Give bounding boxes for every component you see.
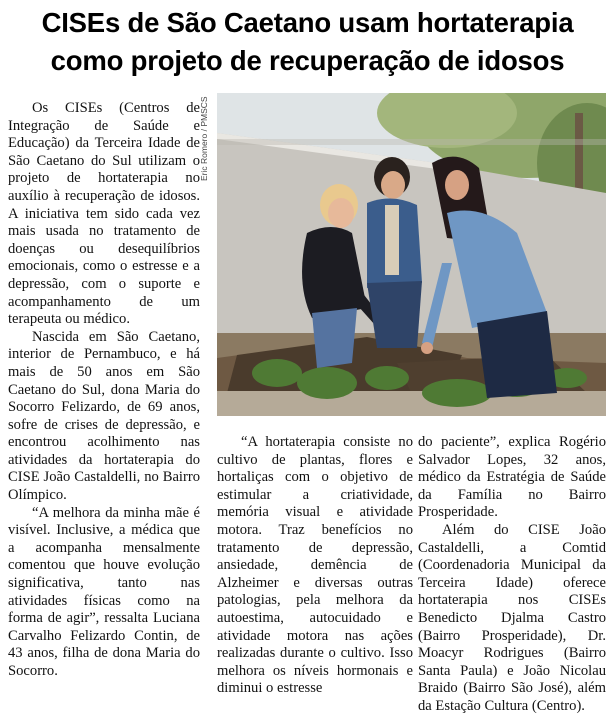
article-column-2 [217, 434, 413, 698]
paragraph: Além do CISE João Castaldelli, a Comtid (Coordenadoria Municipal da Terceira Idade) oferece hortaterapia nos CISEs Benedicto Djalma Castro (Bairro Prosperidade), Dr. Moacyr Rodrigues (Bairro Santa Paula) e João Nicolau Braido (Bairro São José), além da Estação Cultura (Centro). [418, 521, 606, 714]
headline [0, 0, 615, 80]
article-photo [217, 93, 606, 416]
paragraph: Nascida em São Caetano, interior de Pernambuco, e há mais de 50 anos em São Caetano do Sul, dona Maria do Socorro Felizardo, de 69 anos, sofre de crises de depressão, e encontrou acolhimento nas atividades da hortaterapia do CISE João Castaldelli, no Bairro Olímpico. [8, 328, 200, 504]
paragraph: “A hortaterapia consiste no cultivo de plantas, flores e hortaliças com o objetivo de estimular a criatividade, memória visual e atividade motora. Traz benefícios no tratamento de depressão, ansiedade, demência de Alzheimer e diversas outras patologias, pela melhora da autoestima, autocuidado e atividade motora nas ações realizadas durante o cultivo. Isso melhora os níveis hormonais e diminui o estresse [217, 434, 413, 697]
photo-credit: Eric Romero / PMSCS [199, 96, 209, 181]
paragraph: “A melhora da minha mãe é visível. Inclusive, a médica que a acompanha mensalmente comentou que houve evolução significativa, tanto nas atividades físicas como na forma de agir”, ressalta Luciana Carvalho Felizardo Contin, de 43 anos, filha de dona Maria do Socorro. [8, 504, 200, 679]
article-column-1 [8, 100, 200, 681]
headline-line-1: CISEs de São Caetano usam hortaterapia [41, 7, 574, 38]
paragraph: do paciente”, explica Rogério Salvador Lopes, 32 anos, médico da Estratégia de Saúde da Família no Bairro Prosperidade. [418, 434, 606, 521]
article-column-3 [418, 434, 606, 716]
headline-line-2: como projeto de recuperação de idosos [50, 45, 565, 76]
paragraph: Os CISEs (Centros de Integração de Saúde e Educação) da Terceira Idade de São Caetano do Sul utilizam o projeto de hortaterapia no auxílio à recuperação de idosos. A iniciativa tem sido cada vez mais usada no tratamento de doenças ou desequilíbrios emocionais, como o estresse e a depressão, com o suporte e acompanhamento de um terapeuta ou médico. [8, 100, 200, 328]
photo-three-women-gardening-icon [217, 93, 606, 416]
